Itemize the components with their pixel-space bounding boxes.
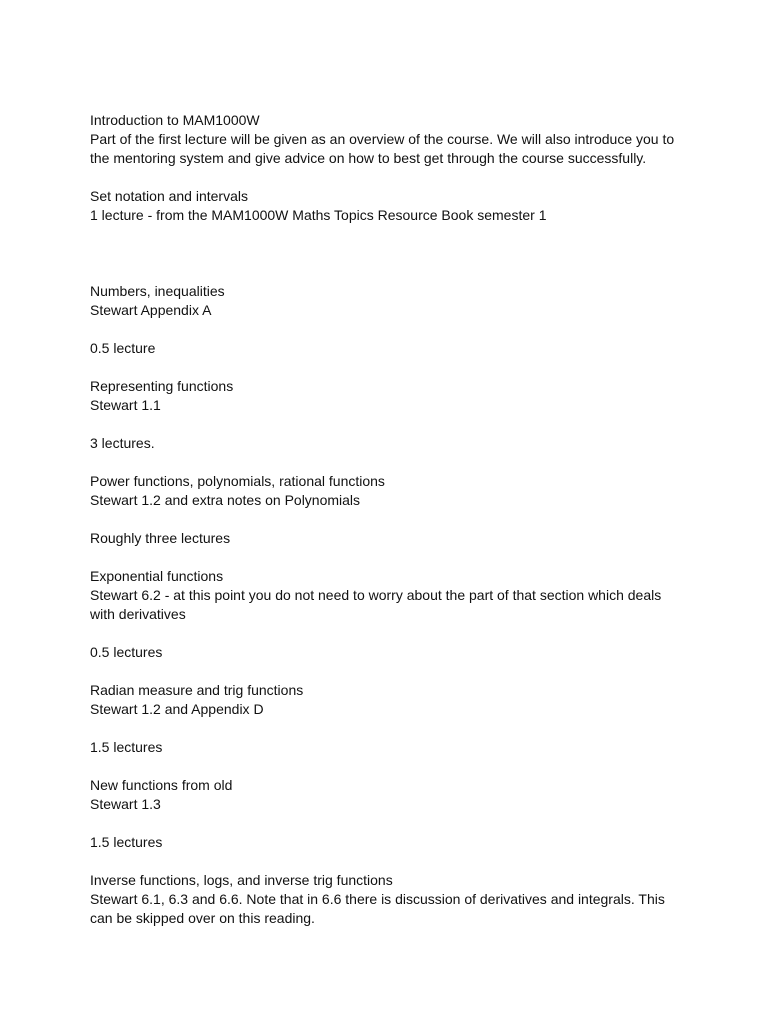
spacer <box>90 358 680 377</box>
section-reference: Stewart 1.3 <box>90 796 161 812</box>
section-reference: Stewart 6.1, 6.3 and 6.6. Note that in 6.6 there is discussion of derivatives and integrals. This can be skipped over on this reading. <box>90 891 665 926</box>
spacer <box>90 624 680 643</box>
section-reference: Stewart 1.2 and extra notes on Polynomials <box>90 492 361 508</box>
section-reference: Stewart 6.2 - at this point you do not need to worry about the part of that section which deals with derivatives <box>90 587 662 622</box>
section-text: 1 lecture - from the MAM1000W Maths Topics Resource Book semester 1 <box>90 207 547 223</box>
spacer <box>90 757 680 776</box>
section-text: Part of the first lecture will be given as an overview of the course. We will also introduce you to the mentoring system and give advice on how to best get through the course successfully. <box>90 131 675 166</box>
spacer <box>90 548 680 567</box>
spacer <box>90 320 680 339</box>
section-title: New functions from old <box>90 777 233 793</box>
section-duration: 3 lectures. <box>90 435 155 451</box>
section-title: Radian measure and trig functions <box>90 682 304 698</box>
section-title: Exponential functions <box>90 568 224 584</box>
spacer <box>90 415 680 434</box>
section-title: Inverse functions, logs, and inverse trig functions <box>90 872 393 888</box>
section-duration: 1.5 lectures <box>90 834 163 850</box>
spacer <box>90 852 680 871</box>
spacer <box>90 168 680 187</box>
section-reference: Stewart 1.1 <box>90 397 161 413</box>
section-title: Numbers, inequalities <box>90 283 225 299</box>
section-title: Introduction to MAM1000W <box>90 112 260 128</box>
spacer <box>90 510 680 529</box>
section-title: Representing functions <box>90 378 234 394</box>
spacer <box>90 814 680 833</box>
document-content <box>90 111 680 928</box>
section-duration: 1.5 lectures <box>90 739 163 755</box>
section-reference: Stewart Appendix A <box>90 302 212 318</box>
section-duration: 0.5 lectures <box>90 644 163 660</box>
section-reference: Stewart 1.2 and Appendix D <box>90 701 264 717</box>
section-title: Power functions, polynomials, rational functions <box>90 473 385 489</box>
spacer <box>90 225 680 282</box>
spacer <box>90 662 680 681</box>
section-duration: Roughly three lectures <box>90 530 231 546</box>
section-title: Set notation and intervals <box>90 188 248 204</box>
section-duration: 0.5 lecture <box>90 340 156 356</box>
spacer <box>90 719 680 738</box>
spacer <box>90 453 680 472</box>
